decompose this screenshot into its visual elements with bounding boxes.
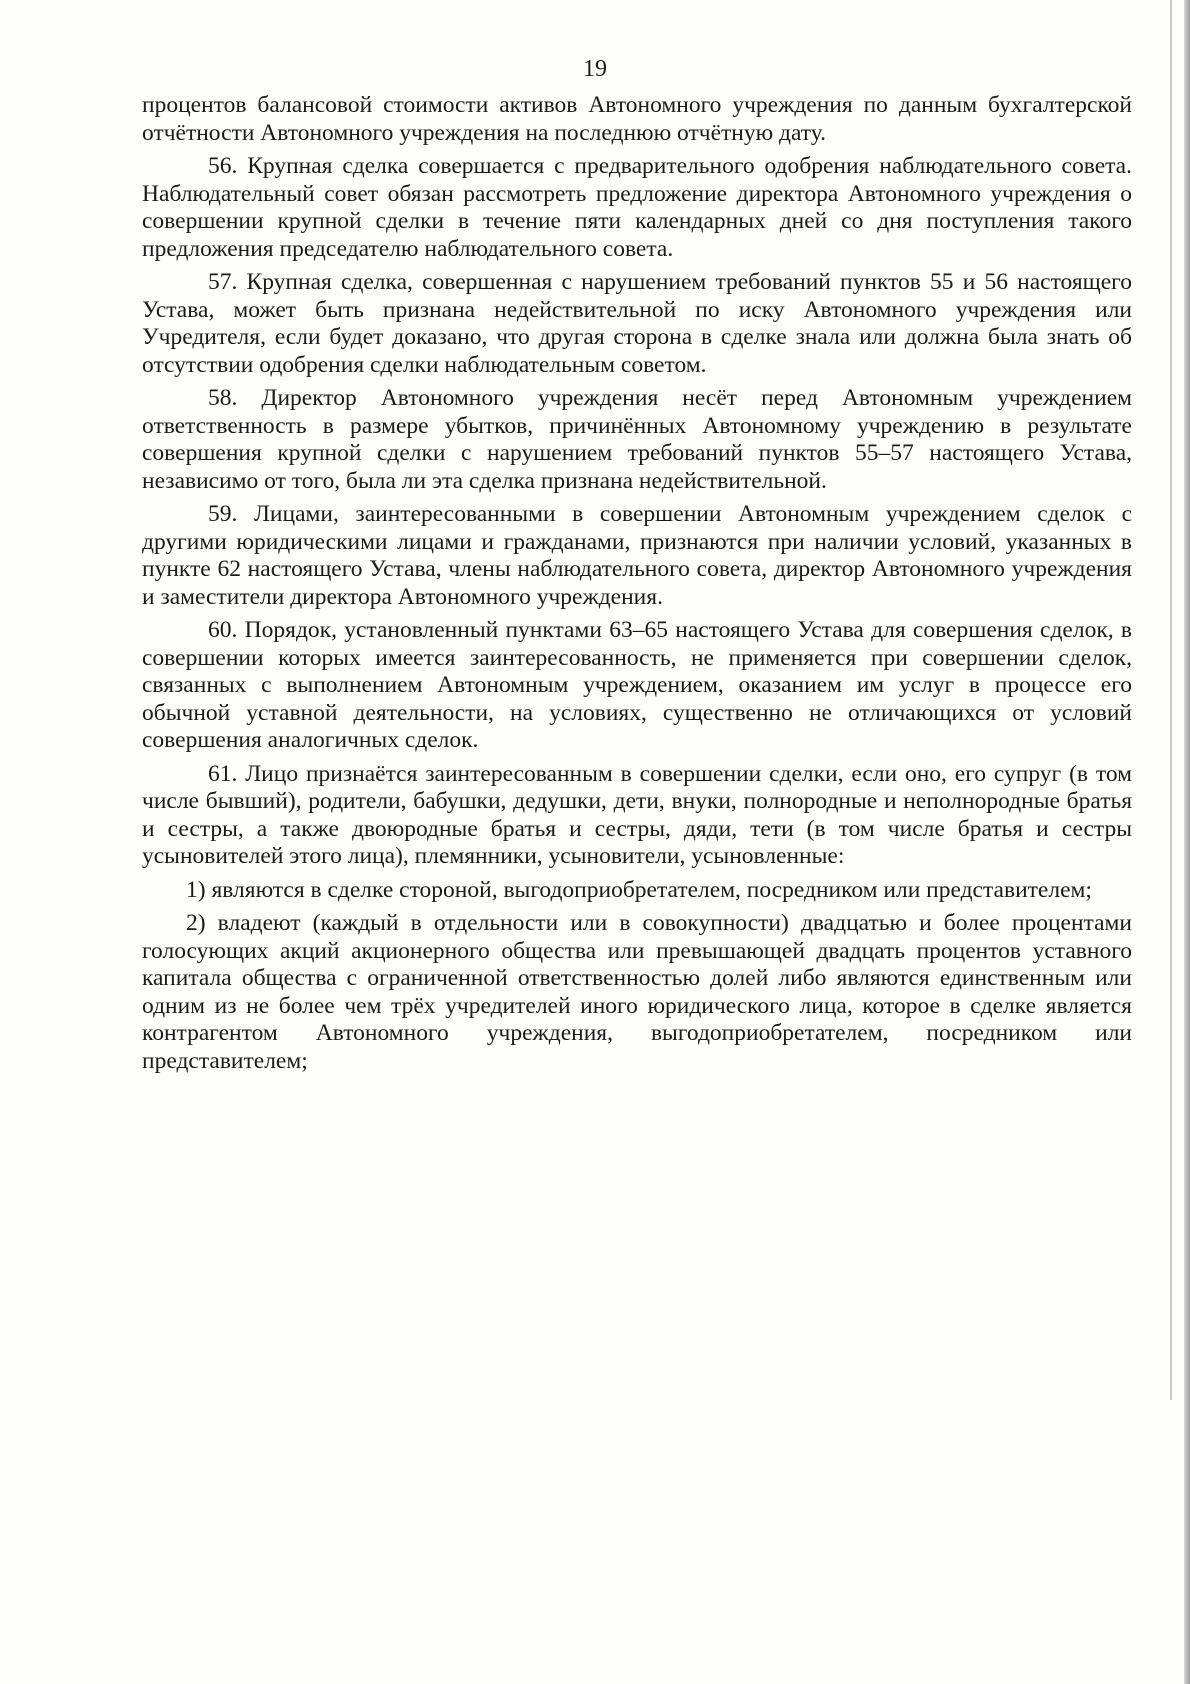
page-number: 19 (583, 56, 607, 82)
clause-61-item-2: 2) владеют (каждый в отдельности или в совокупности) двадцатью и более процентами голосующих акций акционерного общества или превышающей двадцать процентов уставного капитала общества с ограниченной ответственностью долей либо являются единственным или одним из не более чем трёх учредителей иного юридического лица, которое в сделке является контрагентом Автономного учреждения, выгодоприобретателем, посредником или представителем; (142, 910, 1132, 1074)
scan-edge (1184, 0, 1190, 1684)
clause-56: 56. Крупная сделка совершается с предварительного одобрения наблюдательного совета. Наблюдательный совет обязан рассмотреть предложение директора Автономного учреждения о совершении крупной сделки в течение пяти календарных дней со дня поступления такого предложения председателю наблюдательного совета. (142, 153, 1132, 262)
document-body (142, 92, 1132, 1081)
clause-61: 61. Лицо признаётся заинтересованным в совершении сделки, если оно, его супруг (в том числе бывший), родители, бабушки, дедушки, дети, внуки, полнородные и неполнородные братья и сестры, а также двоюродные братья и сестры, дяди, тети (в том числе братья и сестры усыновителей этого лица), племянники, усыновители, усыновленные: (142, 760, 1132, 869)
scan-edge-line (1170, 0, 1172, 1400)
clause-57: 57. Крупная сделка, совершенная с нарушением требований пунктов 55 и 56 настоящего Устава, может быть признана недействительной по иску Автономного учреждения или Учредителя, если будет доказано, что другая сторона в сделке знала или должна была знать об отсутствии одобрения сделки наблюдательным советом. (142, 269, 1132, 378)
clause-60: 60. Порядок, установленный пунктами 63–65 настоящего Устава для совершения сделок, в совершении которых имеется заинтересованность, не применяется при совершении сделок, связанных с выполнением Автономным учреждением, оказанием им услуг в процессе его обычной уставной деятельности, на условиях, существенно не отличающихся от условий совершения аналогичных сделок. (142, 617, 1132, 753)
clause-58: 58. Директор Автономного учреждения несёт перед Автономным учреждением ответственность в размере убытков, причинённых Автономному учреждению в результате совершения крупной сделки с нарушением требований пунктов 55–57 настоящего Устава, независимо от того, была ли эта сделка признана недействительной. (142, 385, 1132, 494)
paragraph-continuation: процентов балансовой стоимости активов Автономного учреждения по данным бухгалтерской отчётности Автономного учреждения на последнюю отчётную дату. (142, 92, 1132, 146)
clause-59: 59. Лицами, заинтересованными в совершении Автономным учреждением сделок с другими юридическими лицами и гражданами, признаются при наличии условий, указанных в пункте 62 настоящего Устава, члены наблюдательного совета, директор Автономного учреждения и заместители директора Автономного учреждения. (142, 501, 1132, 610)
clause-61-item-1: 1) являются в сделке стороной, выгодоприобретателем, посредником или представителем; (186, 876, 1092, 903)
